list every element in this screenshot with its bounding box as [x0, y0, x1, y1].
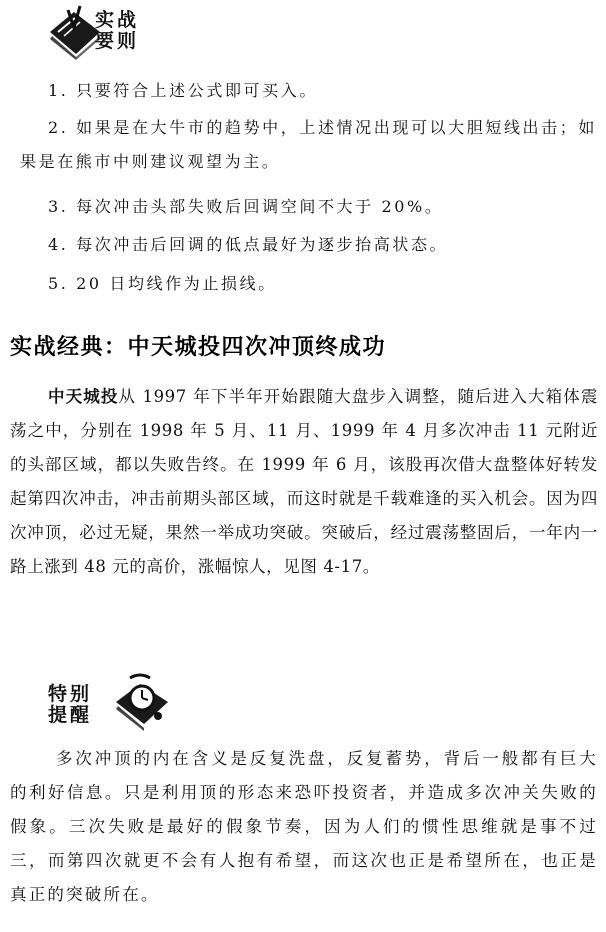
rules-badge-label-2: 要则: [95, 30, 140, 52]
case-text: 从 1997 年下半年开始跟随大盘步入调整，随后进入大箱体震荡之中，分别在 1998 年 5 月、11 月、1999 年 4 月多次冲击 11 元附近的头部区域，都以失败告终。在 1999 年 6 月，该股再次借大盘整体好转发起第四次冲击，冲击前期头部区域，而这时就是千载难逢的买入机会。因为四次冲顶，必过无疑，果然一举成功突破。突破后，经过震荡整固后，一年内一路上涨到 48 元的高价，涨幅惊人，见图 4-17。: [10, 387, 598, 576]
tip-badge-label-2: 提醒: [48, 704, 93, 726]
tip-badge: [40, 672, 180, 734]
rule-item: 5. 20 日均线作为止损线。: [48, 274, 277, 293]
rule-item: 3. 每次冲击头部失败后回调空间不大于 20%。: [48, 197, 444, 216]
case-stock-name: 中天城投: [48, 387, 119, 406]
case-paragraph: [10, 380, 598, 584]
rules-badge-label-1: 实战: [95, 9, 140, 31]
tip-badge-label-1: 特别: [48, 683, 93, 705]
alarm-clock-icon: [110, 672, 174, 734]
tip-paragraph: 多次冲顶的内在含义是反复洗盘，反复蓄势，背后一般都有巨大的利好信息。只是利用顶的形态来恐吓投资者，并造成多次冲关失败的假象。三次失败是最好的假象节奏，因为人们的惯性思维就是事不过三，而第四次就更不会有人抱有希望，而这次也正是希望所在，也正是真正的突破所在。: [10, 749, 598, 904]
rule-item: 2. 如果是在大牛市的趋势中，上述情况出现可以大胆短线出击；如果是在熊市中则建议观望为主。: [20, 118, 597, 171]
case-heading: 实战经典：中天城投四次冲顶终成功: [10, 335, 387, 360]
rule-item: 1. 只要符合上述公式即可买入。: [48, 81, 318, 100]
rule-item: 4. 每次冲击后回调的低点最好为逐步抬高状态。: [48, 235, 449, 254]
rules-badge: [40, 2, 170, 64]
